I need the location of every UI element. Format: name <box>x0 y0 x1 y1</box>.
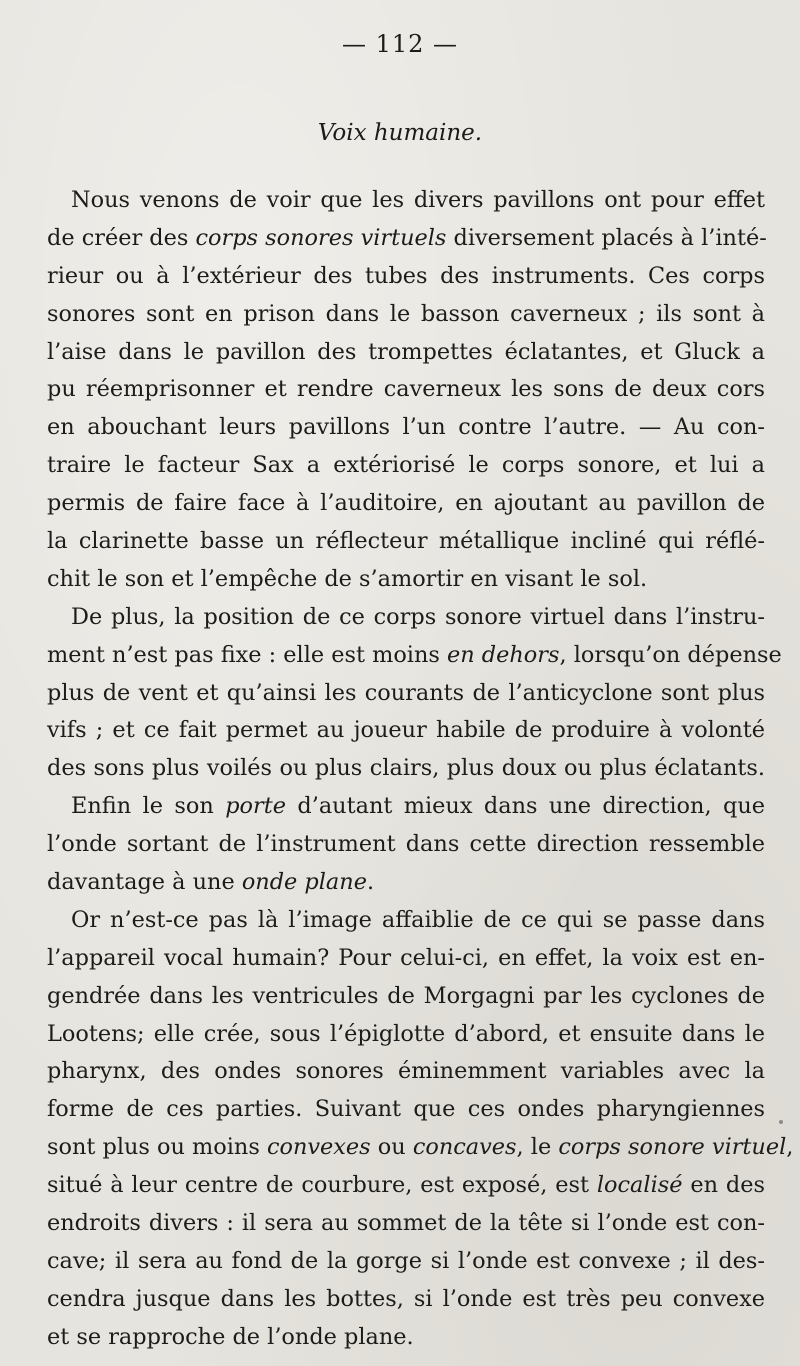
italic-text: en dehors <box>447 641 560 668</box>
italic-text: concaves <box>412 1134 517 1161</box>
text-line <box>47 1129 794 1167</box>
text-line: plus de vent et qu’ainsi les courants de l’anticyclone sont plus <box>47 679 765 706</box>
text-line: forme de ces parties. Suivant que ces ondes pharyngiennes <box>47 1096 765 1123</box>
italic-text: corps sonores virtuels <box>195 224 447 251</box>
text-segment: , le <box>516 1134 559 1161</box>
ink-speck <box>779 1120 783 1124</box>
text-line: l’appareil vocal humain? Pour celui-ci, en effet, la voix est en- <box>47 944 765 971</box>
text-line: pharynx, des ondes sonores éminemment variables avec la <box>47 1058 765 1085</box>
text-line <box>47 864 765 902</box>
text-line: sonores sont en prison dans le basson caverneux ; ils sont à <box>47 300 765 327</box>
italic-text: convexes <box>266 1134 371 1161</box>
text-line: permis de faire face à l’auditoire, en ajoutant au pavillon de <box>47 490 765 517</box>
text-segment: . <box>366 869 375 896</box>
text-segment: en des <box>682 1172 765 1199</box>
text-line: la clarinette basse un réflecteur métallique incliné qui réflé- <box>47 528 765 555</box>
text-segment: ou <box>370 1134 413 1161</box>
text-line: vifs ; et ce fait permet au joueur habile de produire à volonté <box>47 717 765 744</box>
text-segment: situé à leur centre de courbure, est exposé, est <box>47 1172 597 1199</box>
text-line: chit le son et l’empêche de s’amortir en visant le sol. <box>47 565 648 592</box>
italic-text: porte <box>225 793 286 820</box>
text-segment: d’autant mieux dans une direction, que <box>285 793 765 820</box>
text-segment: ment n’est pas fixe : elle est moins <box>47 641 447 668</box>
text-line: Lootens; elle crée, sous l’épiglotte d’abord, et ensuite dans le <box>47 1020 765 1047</box>
text-line: cave; il sera au fond de la gorge si l’onde est convexe ; il des- <box>47 1247 765 1274</box>
text-line: l’aise dans le pavillon des trompettes éclatantes, et Gluck a <box>47 338 765 365</box>
text-segment: , lorsqu’on dépense <box>559 641 782 668</box>
italic-text: corps sonore virtuel <box>558 1134 787 1161</box>
text-line: Or n’est-ce pas là l’image affaiblie de ce qui se passe dans <box>71 906 765 933</box>
text-line: rieur ou à l’extérieur des tubes des instruments. Ces corps <box>47 262 765 289</box>
text-segment: de créer des <box>47 224 196 251</box>
text-line: en abouchant leurs pavillons l’un contre l’autre. — Au con- <box>47 414 765 441</box>
text-line <box>47 788 765 826</box>
text-line: Nous venons de voir que les divers pavillons ont pour effet <box>71 187 765 213</box>
text-line <box>47 220 765 258</box>
section-title: Voix humaine. <box>317 120 483 146</box>
text-line: pu réemprisonner et rendre caverneux les sons de deux cors <box>47 376 765 403</box>
text-line: traire le facteur Sax a extériorisé le corps sonore, et lui a <box>47 452 765 479</box>
text-segment: davantage à une <box>47 869 242 896</box>
text-segment: Enfin le son <box>71 793 226 820</box>
text-line: gendrée dans les ventricules de Morgagni par les cyclones de <box>47 982 765 1009</box>
text-line: De plus, la position de ce corps sonore virtuel dans l’instru- <box>71 603 765 630</box>
text-line: cendra jusque dans les bottes, si l’onde est très peu convexe <box>47 1285 765 1312</box>
body-text <box>47 182 794 1357</box>
italic-text: localisé <box>596 1172 683 1199</box>
text-line: endroits divers : il sera au sommet de la tête si l’onde est con- <box>47 1210 765 1237</box>
page-number: — 112 — <box>341 30 459 58</box>
text-line <box>47 637 782 675</box>
text-line <box>47 1167 765 1205</box>
text-segment: , <box>786 1134 794 1161</box>
text-segment: sont plus ou moins <box>47 1134 267 1161</box>
text-line: l’onde sortant de l’instrument dans cette direction ressemble <box>47 831 765 858</box>
text-segment: diversement placés à l’inté- <box>446 224 767 251</box>
text-line: et se rapproche de l’onde plane. <box>47 1323 414 1350</box>
italic-text: onde plane <box>241 869 367 896</box>
text-line: des sons plus voilés ou plus clairs, plus doux ou plus éclatants. <box>47 755 765 782</box>
